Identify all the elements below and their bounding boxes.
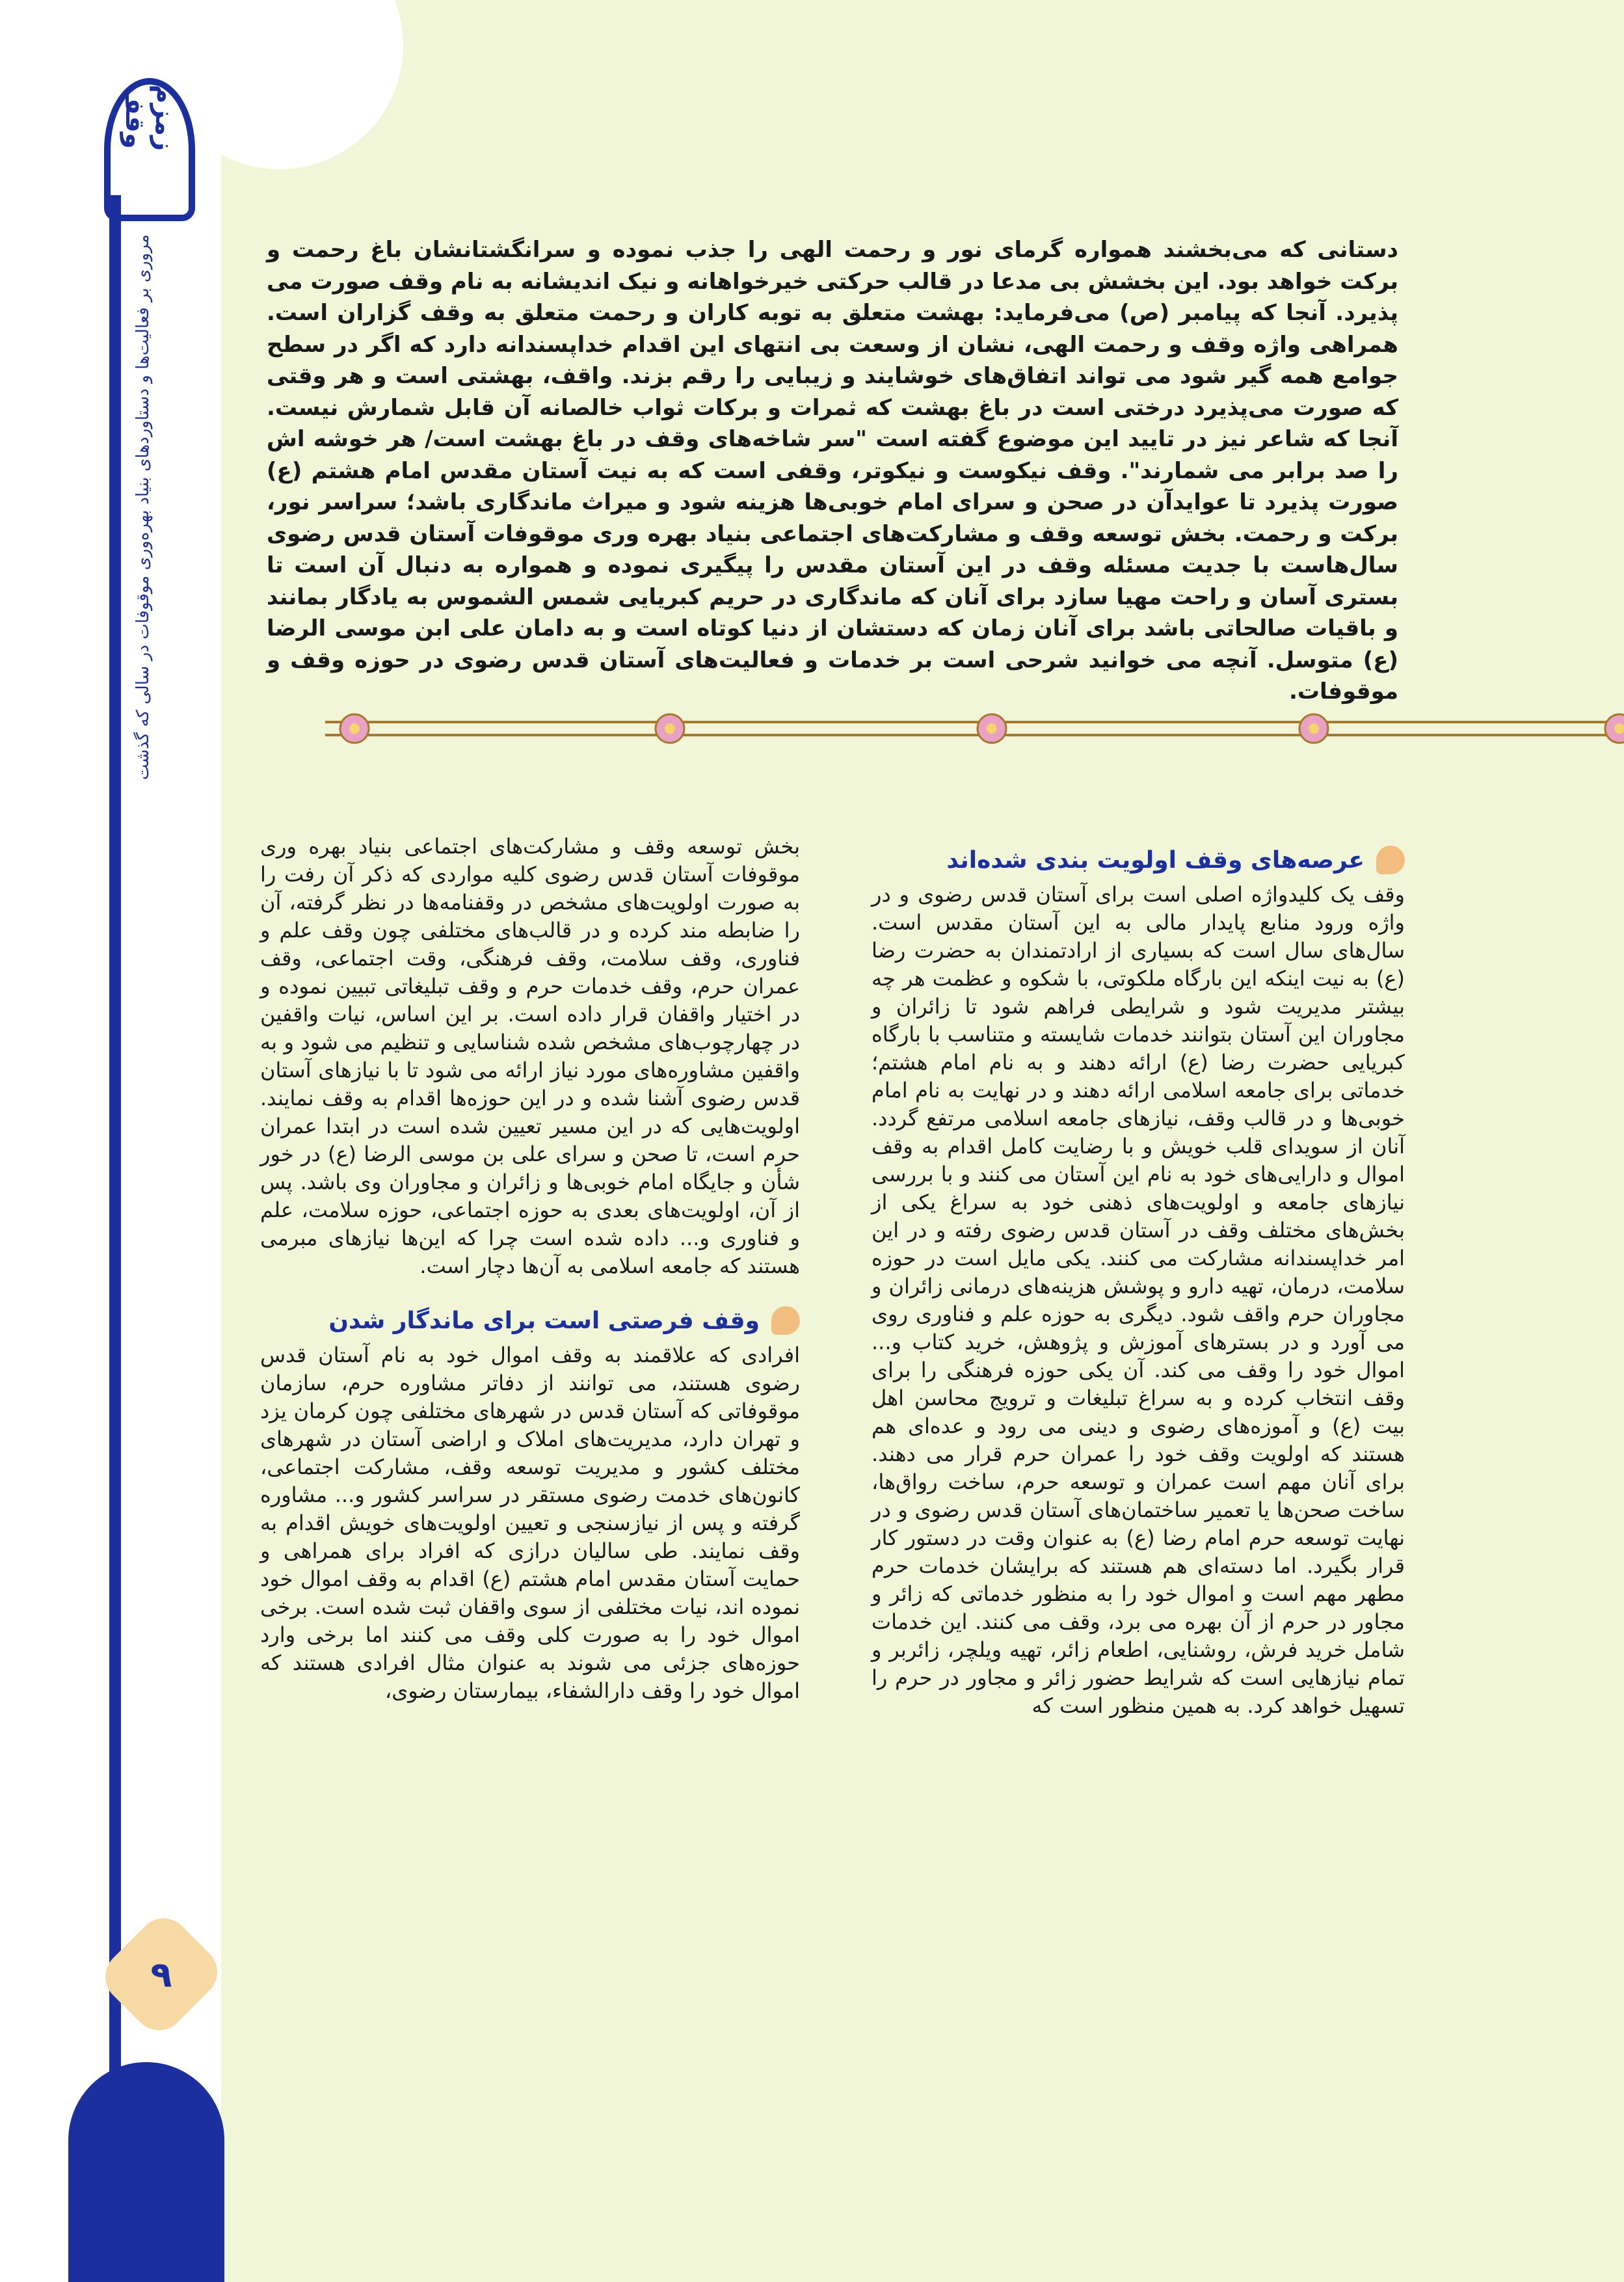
section-paragraph: افرادی که علاقمند به وقف اموال خود به نام آستان قدس رضوی هستند، می توانند از دفاتر مشاوره حرم، سازمان موقوفاتی که آستان قدس در شهرهای مختلفی چون کرمان یزد و تهران دارد، مدیریت‌های املاک و اراضی آستان در شهرهای مختلف کشور و مدیریت توسعه وقف، مشارکت اجتماعی، کانون‌های خدمت رضوی مستقر در سراسر کشور و... مشاوره گرفته و پس از نیازسنجی و تعیین اولویت‌های خویش اقدام به وقف نمایند. طی سالیان درازی که افراد برای همراهی و حمایت آستان مقدس امام هشتم (ع) اقدام به وقف اموال خود نموده اند، نیات مختلفی از سوی واقفان ثبت شده است. برخی اموال خود را به صورت کلی وقف می کنند اما برخی وارد حوزه‌های جزئی می شوند به عنوان مثال افرادی هستند که اموال خود را وقف دارالشفاء، بیمارستان رضوی، bbox=[260, 1343, 800, 1703]
section-heading bbox=[260, 1306, 800, 1335]
magazine-logo bbox=[104, 78, 195, 221]
section-heading-text: وقف فرصتی است برای ماندگار شدن bbox=[328, 1307, 760, 1334]
section-heading-text: عرصه‌های وقف اولویت بندی شده‌اند bbox=[946, 846, 1364, 874]
intro-paragraph: دستانی که می‌بخشند همواره گرمای نور و رحمت الهی را جذب نموده و سرانگشتانشان باغ رحمت و برکت خواهد بود. این بخشش بی مدعا در قالب حرکتی خیرخواهانه و نیک اندیشانه به نام وقف صورت می پذیرد. آنجا که پیامبر (ص) می‌فرماید: بهشت متعلق به توبه کاران و رحمت متعلق به وقف گزاران است. همراهی واژه وقف و رحمت الهی، نشان از وسعت بی انتهای این اقدام خداپسندانه دارد که اگر در سطح جوامع همه گیر شود می تواند اتفاق‌های خوشایند و زیبایی را رقم بزند. واقف، بهشتی است و هر وقتی که صورت می‌پذیرد درختی است در باغ بهشت که ثمرات و برکات ثواب خالصانه آن قابل شمارش نیست. آنجا که شاعر نیز در تایید این موضوع گفته است "سر شاخه‌های وقف در باغ بهشت است/ هر خوشه اش را صد برابر می شمارند". وقف نیکوست و نیکوتر، وقفی است که به نیت آستان مقدس امام هشتم (ع) صورت پذیرد تا عوایدآن در صحن و سرای امام خوبی‌ها هزینه شود و میراث ماندگاری باشد؛ سراسر نور، برکت و رحمت. بخش توسعه وقف و مشارکت‌های اجتماعی بنیاد بهره وری موقوفات آستان قدس رضوی سال‌هاست با جدیت مسئله وقف در این آستان مقدس را پیگیری نموده و همواره به دنبال آن است تا بستری آسان و راحت مهیا سازد برای آنان که ماندگاری در حریم کبریایی شمس الشموس به یادگار بمانند و باقیات صالحاتی باشد برای آنان زمان که دستشان از دنیا کوتاه است و به دامان علی ابن موسی الرضا (ع) متوسل. آنچه می خوانید شرحی است بر خدمات و فعالیت‌های آستان قدس رضوی در حوزه وقف و موقوفات. bbox=[267, 237, 1398, 705]
bottom-tab-decoration bbox=[68, 2062, 224, 2282]
page-number: ۹ bbox=[150, 1953, 172, 1995]
side-caption: مروری بر فعالیت‌ها و دستاوردهای بنیاد بهره‌وری موقوفات در سالی که گذشت bbox=[133, 234, 153, 780]
vertical-rule bbox=[109, 195, 121, 2160]
section-paragraph: وقف یک کلیدواژه اصلی است برای آستان قدس رضوی و در واژه ورود منابع پایدار مالی به این آستان مقدس است. سال‌های سال است که بسیاری از ارادتمندان به حضرت رضا (ع) به نیت اینکه این بارگاه ملکوتی، با شکوه و عظمت هر چه بیشتر مدیریت شود و شرایطی فراهم شود تا زائران و مجاوران این آستان بتوانند خدمات شایسته و متناسب با بارگاه کبریایی حضرت رضا (ع) ارائه دهند و به نام امام هشتم؛ خدماتی برای جامعه اسلامی ارائه دهند و در نهایت به نام امام خوبی‌ها و در قالب وقف، نیازهای جامعه اسلامی مرتفع گردد. آنان از سویدای قلب خویش و با رضایت کامل اقدام به وقف اموال و دارایی‌های خود به نام این آستان می کنند و با بررسی نیازهای جامعه و اولویت‌های ذهنی خود به سراغ یکی از بخش‌های مختلف وقف در آستان قدس رضوی رفته و در این امر خداپسندانه مشارکت می کنند. یکی مایل است در حوزه سلامت، درمان، تهیه دارو و پوشش هزینه‌های درمانی زائران و مجاوران حرم واقف شود. دیگری به حوزه علم و فناوری روی می آورد و در بسترهای آموزش و پژوهش، خرید کتاب و... اموال خود را وقف می کند. آن یکی حوزه فرهنگی را برای وقف انتخاب کرده و به سراغ تبلیغات و ترویج محاسن اهل بیت (ع) و آموزه‌های رضوی و دینی می رود و عده‌ای هم هستند که اولویت وقف خود را عمران حرم قرار می دهند. برای آنان مهم است عمران و توسعه حرم، ساخت رواق‌ها، ساخت صحن‌ها یا تعمیر ساختمان‌های آستان قدس رضوی و در نهایت توسعه حرم امام رضا (ع) به عنوان وقت در دستور کار قرار بگیرد. اما دسته‌ای هم هستند که برایشان خدمات حرم مطهر مهم است و اموال خود را به منظور خدماتی که زائر و مجاور در حرم از آن بهره می برد، وقف می کنند. این خدمات شامل خرید فرش، روشنایی، اطعام زائر، تهیه ویلچر، زائربر و تمام نیازهایی است که شرایط حضور زائر و مجاور در حرم را تسهیل خواهد کرد. به همین منظور است که bbox=[872, 882, 1405, 1718]
heading-bullet-icon bbox=[1376, 846, 1405, 874]
left-column bbox=[260, 833, 800, 1705]
right-column bbox=[872, 846, 1405, 1720]
heading-bullet-icon bbox=[771, 1306, 800, 1335]
section-paragraph: بخش توسعه وقف و مشارکت‌های اجتماعی بنیاد بهره وری موقوفات آستان قدس رضوی کلیه مواردی که ذکر آن رفت را به صورت اولویت‌های مشخص در وقفنامه‌ها در نظر گرفته، آن را ضابطه مند کرده و در قالب‌های مختلفی چون وقف علم و فناوری، وقف سلامت، وقف فرهنگی، وقت اجتماعی، وقف عمران حرم، وقف خدمات حرم و وقف تبلیغاتی تبیین نموده و در اختیار واقفان قرار داده است. بر این اساس، نیات واقفین در چهارچوب‌های مشخص شده شناسایی و تنظیم می شود و به واقفین مشاوره‌های مورد نیاز ارائه می شود تا با نیازهای آستان قدس رضوی آشنا شده و در این حوزه‌ها اقدام به وقف نمایند. اولویت‌هایی که در این مسیر تعیین شده است در ابتدا عمران حرم است، تا صحن و سرای علی بن موسی الرضا (ع) در خور شأن و جایگاه امام خوبی‌ها و زائران و مجاوران وی باشد. پس از آن، اولویت‌های بعدی به حوزه اجتماعی، حوزه سلامت، علم و فناوری و... داده شده است چرا که این‌ها نیازهای مبرمی هستند که جامعه اسلامی به آن‌ها دچار است. bbox=[260, 834, 800, 1278]
floral-divider bbox=[325, 709, 1624, 748]
section-heading bbox=[872, 846, 1405, 874]
logo-text: زمزم وقف bbox=[120, 85, 180, 151]
